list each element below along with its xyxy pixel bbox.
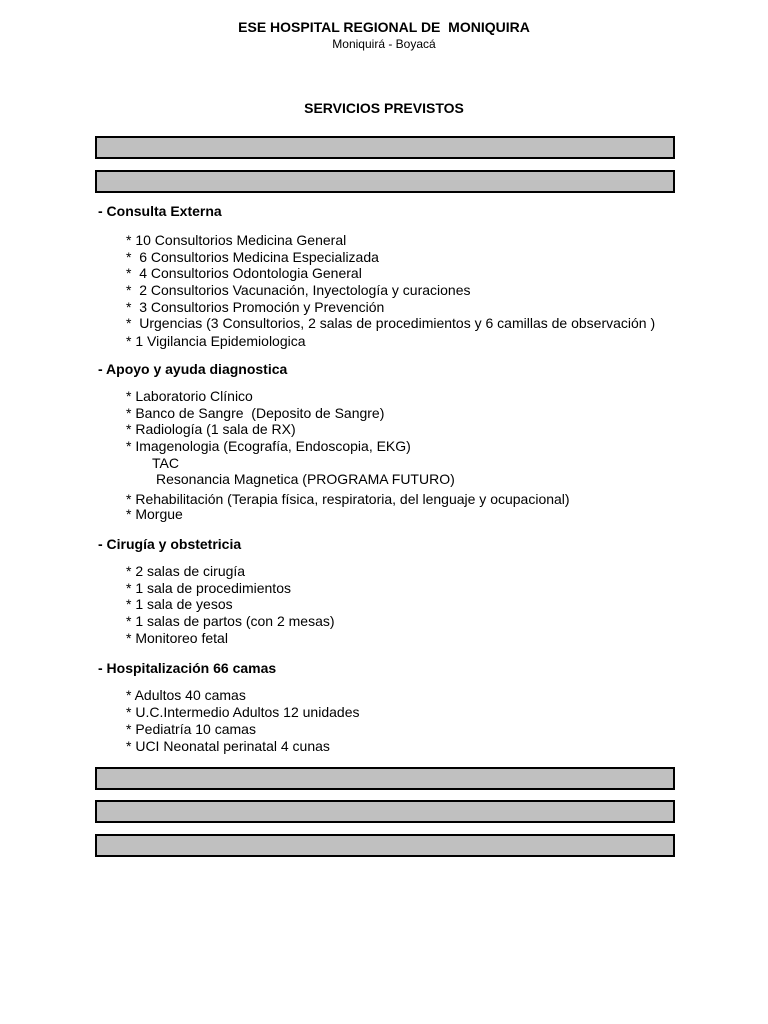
list-item: * 6 Consultorios Medicina Especializada (126, 249, 379, 265)
list-item: * Imagenologia (Ecografía, Endoscopia, EKG) (126, 438, 411, 454)
section-label (106, 158, 230, 159)
list-item: * U.C.Intermedio Adultos 12 unidades (126, 704, 360, 720)
section-ambulatorio (95, 170, 675, 193)
list-item: * 1 Vigilancia Epidemiologica (126, 333, 306, 349)
list-item: * 4 Consultorios Odontologia General (126, 265, 362, 281)
list-item: * Laboratorio Clínico (126, 388, 253, 404)
list-item: * Adultos 40 camas (126, 687, 246, 703)
list-item: * 3 Consultorios Promoción y Prevención (126, 299, 385, 315)
subheading-apoyo-diagnostico: - Apoyo y ayuda diagnostica (98, 361, 288, 377)
list-item: * Banco de Sangre (Deposito de Sangre) (126, 405, 385, 421)
section-label (106, 856, 226, 857)
list-item: * Rehabilitación (Terapia física, respiratoria, del lenguaje y ocupacional) (126, 491, 570, 507)
subheading-consulta-externa: - Consulta Externa (98, 203, 222, 219)
hospital-name: ESE HOSPITAL REGIONAL DE MONIQUIRA (238, 19, 530, 35)
list-item: * Urgencias (3 Consultorios, 2 salas de procedimientos y 6 camillas de observación ) (126, 315, 656, 331)
list-item: * Morgue (126, 506, 183, 522)
list-item: * UCI Neonatal perinatal 4 cunas (126, 738, 330, 754)
list-item: * Pediatría 10 camas (126, 721, 256, 737)
subheading-cirugia-obstetricia: - Cirugía y obstetricia (98, 536, 242, 552)
list-item: * 1 sala de yesos (126, 596, 233, 612)
list-item: TAC (152, 455, 179, 471)
section-area-general (95, 767, 675, 790)
section-label (106, 822, 293, 823)
section-label (106, 789, 216, 790)
section-parqueaderos (95, 834, 675, 857)
section-expansion-circulacion (95, 800, 675, 823)
list-item: * 2 Consultorios Vacunación, Inyectología y curaciones (126, 282, 471, 298)
hospital-location: Moniquirá - Boyacá (332, 37, 436, 51)
section-label (106, 192, 210, 193)
list-item: * 10 Consultorios Medicina General (126, 232, 347, 248)
list-item: Resonancia Magnetica (PROGRAMA FUTURO) (156, 471, 455, 487)
list-item: * 2 salas de cirugía (126, 563, 246, 579)
section-administracion (95, 136, 675, 159)
list-item: * 1 salas de partos (con 2 mesas) (126, 613, 335, 629)
subheading-hospitalizacion: - Hospitalización 66 camas (98, 660, 277, 676)
list-item: * 1 sala de procedimientos (126, 580, 291, 596)
list-item: * Monitoreo fetal (126, 630, 228, 646)
document-title: SERVICIOS PREVISTOS (304, 100, 464, 116)
list-item: * Radiología (1 sala de RX) (126, 421, 296, 437)
